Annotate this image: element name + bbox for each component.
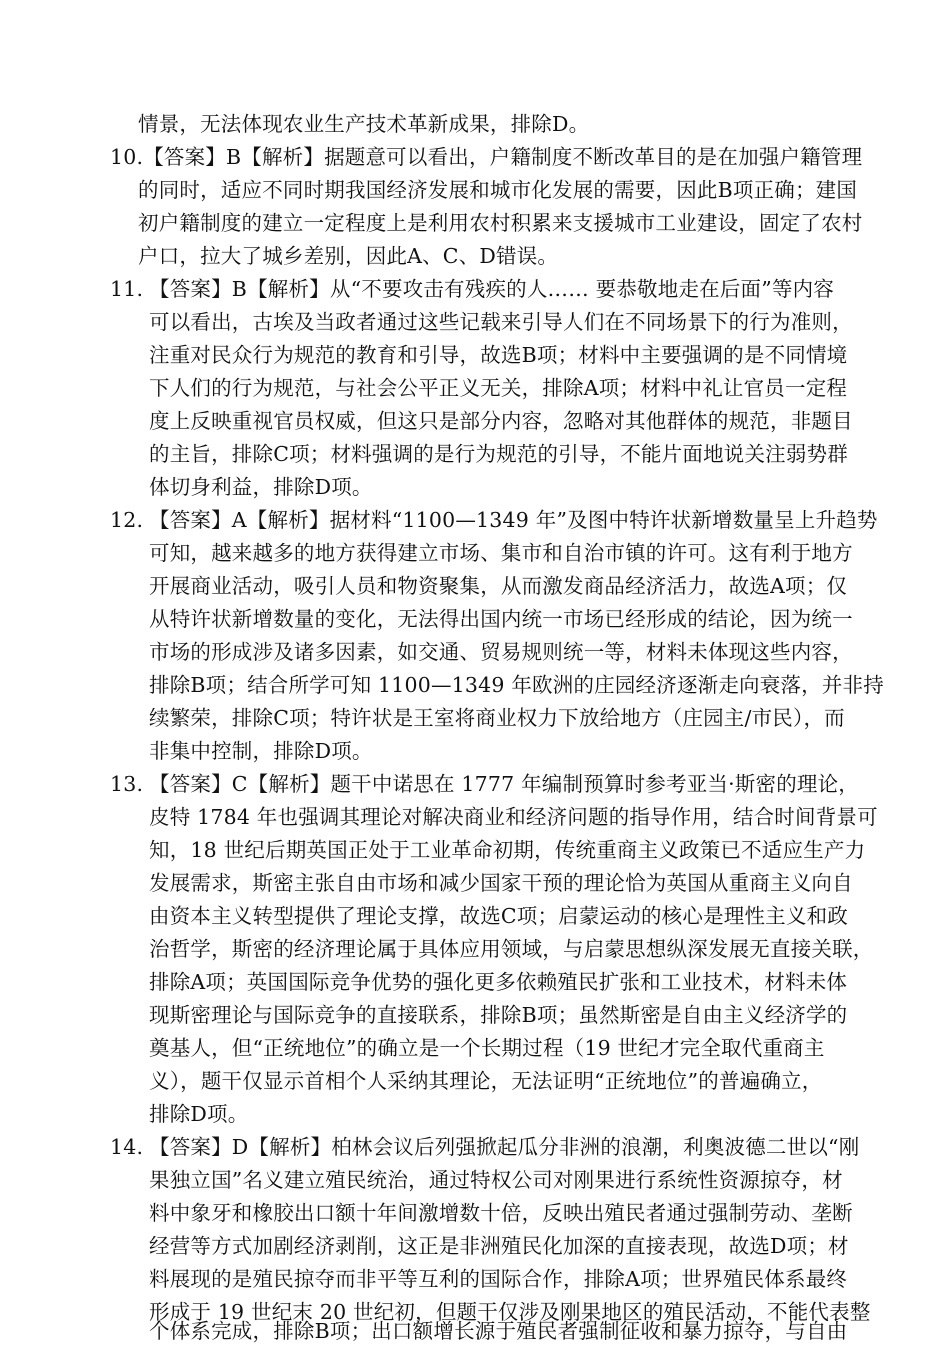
item-line: 从特许状新增数量的变化，无法得出国内统一市场已经形成的结论，因为统一 [149,607,853,631]
item-number: 12. 【答案】A【解析】据材料“1100—1349 年”及图中特许状新增数量呈上升趋势 [110,508,878,532]
item-line: 可以看出，古埃及当政者通过这些记载来引导人们在不同场景下的行为准则， [149,310,853,334]
item-line: 经营等方式加剧经济剥削，这正是非洲殖民化加深的直接表现，故选D项；材 [149,1234,849,1258]
item-line: 治哲学，斯密的经济理论属于具体应用领域，与启蒙思想纵深发展无直接关联， [149,937,874,961]
item-line: 开展商业活动，吸引人员和物资聚集，从而激发商品经济活力，故选A项；仅 [149,574,848,598]
item-line: 户口，拉大了城乡差别，因此A、C、D错误。 [138,244,559,268]
item-line: 个体系完成，排除B项；出口额增长源于殖民者强制征收和暴力掠夺，与自由 [149,1319,848,1343]
item-line: 排除B项；结合所学可知 1100—1349 年欧洲的庄园经济逐渐走向衰落，并非持 [149,673,884,697]
item-line: 现斯密理论与国际竞争的直接联系，排除B项；虽然斯密是自由主义经济学的 [149,1003,848,1027]
item-number: 10.【答案】B【解析】据题意可以看出，户籍制度不断改革目的是在加强户籍管理 [110,145,863,169]
item-line: 续繁荣，排除C项；特许状是王室将商业权力下放给地方（庄园主/市民），而 [149,706,845,730]
item-line: 的主旨，排除C项；材料强调的是行为规范的引导，不能片面地说关注弱势群 [149,442,848,466]
item-line: 的同时，适应不同时期我国经济发展和城市化发展的需要，因此B项正确；建国 [138,178,858,202]
item-line: 非集中控制，排除D项。 [149,739,373,763]
item-line: 形成于 19 世纪末 20 世纪初，但题干仅涉及刚果地区的殖民活动，不能代表整 [149,1300,871,1324]
item-line: 【答案】D【解析】柏林会议后列强掀起瓜分非洲的浪潮，利奥波德二世以“刚 [149,1135,860,1159]
item-line: 义），题干仅显示首相个人采纳其理论，无法证明“正统地位”的普遍确立， [149,1069,823,1093]
item-number: 13. 【答案】C【解析】题干中诺思在 1777 年编制预算时参考亚当·斯密的理论， [110,772,860,796]
item-line: 可知，越来越多的地方获得建立市场、集市和自治市镇的许可。这有利于地方 [149,541,853,565]
item-line: 【答案】B【解析】从“不要攻击有残疾的人…… 要恭敬地走在后面”等内容 [149,277,835,301]
item-line: 下人们的行为规范，与社会公平正义无关，排除A项；材料中礼让官员一定程 [149,376,848,400]
item-line: 知，18 世纪后期英国正处于工业革命初期，传统重商主义政策已不适应生产力 [149,838,866,862]
item-line: 皮特 1784 年也强调其理论对解决商业和经济问题的指导作用，结合时间背景可 [149,805,878,829]
item-line: 度上反映重视官员权威，但这只是部分内容，忽略对其他群体的规范，非题目 [149,409,853,433]
item-line: 排除A项；英国国际竞争优势的强化更多依赖殖民扩张和工业技术，材料未体 [149,970,848,994]
item-line: 注重对民众行为规范的教育和引导，故选B项；材料中主要强调的是不同情境 [149,343,848,367]
item-line: 市场的形成涉及诸多因素，如交通、贸易规则统一等，材料未体现这些内容， [149,640,853,664]
item-line: 奠基人，但“正统地位”的确立是一个长期过程（19 世纪才完全取代重商主 [149,1036,825,1060]
item-line: 初户籍制度的建立一定程度上是利用农村积累来支援城市工业建设，固定了农村 [138,211,863,235]
item-line: 料中象牙和橡胶出口额十年间激增数十倍，反映出殖民者通过强制劳动、垄断 [149,1201,853,1225]
item-line: 排除D项。 [149,1102,249,1126]
item-line: 【答案】A【解析】据材料“1100—1349 年”及图中特许状新增数量呈上升趋势 [149,508,878,532]
item-number: 11. 【答案】B【解析】从“不要攻击有残疾的人…… 要恭敬地走在后面”等内容 [110,277,835,301]
item-line: 果独立国”名义建立殖民统治，通过特权公司对刚果进行系统性资源掠夺，材 [149,1168,843,1192]
item-line: 料展现的是殖民掠夺而非平等互利的国际合作，排除A项；世界殖民体系最终 [149,1267,848,1291]
item-line: 【答案】B【解析】据题意可以看出，户籍制度不断改革目的是在加强户籍管理 [143,145,863,169]
item-line: 体切身利益，排除D项。 [149,475,373,499]
item-line: 由资本主义转型提供了理论支撑，故选C项；启蒙运动的核心是理性主义和政 [149,904,848,928]
item-line: 发展需求，斯密主张自由市场和减少国家干预的理论恰为英国从重商主义向自 [149,871,853,895]
item-line: 【答案】C【解析】题干中诺思在 1777 年编制预算时参考亚当·斯密的理论， [149,772,860,796]
intro-line: 情景，无法体现农业生产技术革新成果，排除D。 [138,112,590,136]
item-number: 14. 【答案】D【解析】柏林会议后列强掀起瓜分非洲的浪潮，利奥波德二世以“刚 [110,1135,860,1159]
